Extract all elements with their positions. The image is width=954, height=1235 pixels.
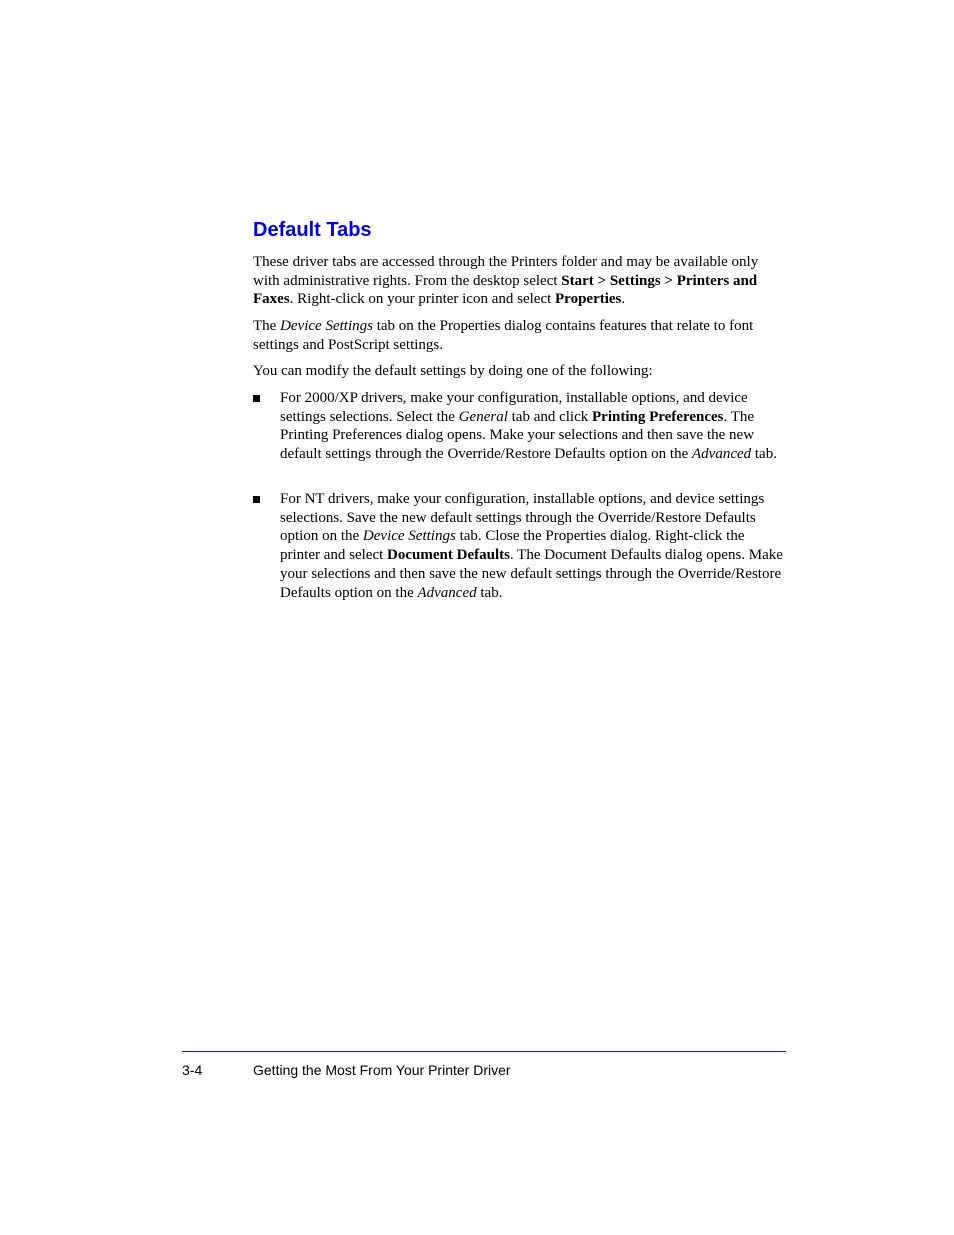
printing-preferences-command: Printing Preferences — [592, 408, 724, 425]
section-heading: Default Tabs — [253, 219, 372, 241]
modify-paragraph: You can modify the default settings by doing one of the following: — [253, 363, 653, 379]
intro-text-2: . Right-click on your printer icon and select — [289, 291, 556, 308]
document-defaults-command: Document Defaults — [387, 547, 510, 564]
square-bullet-icon — [253, 395, 260, 402]
square-bullet-icon — [253, 496, 260, 503]
intro-text-1: These driver tabs are accessed through the Printers folder and may be available only with administrative rights. From the desktop select — [253, 254, 759, 289]
general-tab-term: General — [458, 408, 508, 425]
chapter-title: Getting the Most From Your Printer Driver — [253, 1062, 511, 1078]
device-text-2: tab on the Properties dialog contains features that relate to font settings and PostScript settings. — [253, 318, 754, 353]
menu-path: Start > Settings > Printers and Faxes — [253, 272, 758, 308]
device-text-1: The — [253, 318, 281, 334]
bullet-text-3: . The Document Defaults dialog opens. Make your selections and then save the new default settings through the Override/Restore Defaults option on the — [280, 547, 783, 601]
intro-paragraph — [253, 253, 788, 309]
bullet-text-1: For NT drivers, make your configuration, installable options, and device settings selections. Save the new default settings through the Override/Restore Defaults option on the — [280, 491, 765, 545]
bullet-text — [280, 389, 788, 464]
bullet-text-4: tab. — [751, 446, 777, 463]
bullet-text-3: . The Printing Preferences dialog opens. Make your selections and then save the new default settings through the Override/Restore Defaults option on the — [280, 408, 755, 463]
device-settings-term: Device Settings — [362, 528, 456, 545]
bullet-text-1: For 2000/XP drivers, make your configuration, installable options, and device settings selections. Select the — [280, 390, 748, 425]
bullet-item-nt — [253, 490, 788, 602]
bullet-text-2: tab. Close the Properties dialog. Right-click the printer and select — [280, 528, 745, 564]
advanced-tab-term: Advanced — [417, 584, 477, 601]
properties-command: Properties — [555, 291, 622, 308]
intro-text-3: . — [621, 291, 626, 308]
page-number: 3-4 — [182, 1062, 203, 1078]
bullet-text-2: tab and click — [507, 408, 593, 425]
bullet-text — [280, 490, 788, 602]
bullet-text-4: tab. — [476, 584, 503, 601]
device-settings-term: Device Settings — [280, 318, 373, 334]
bullet-item-2000xp — [253, 389, 788, 464]
footer-rule — [182, 1051, 786, 1052]
device-settings-paragraph — [253, 317, 788, 354]
advanced-tab-term: Advanced — [692, 446, 752, 463]
